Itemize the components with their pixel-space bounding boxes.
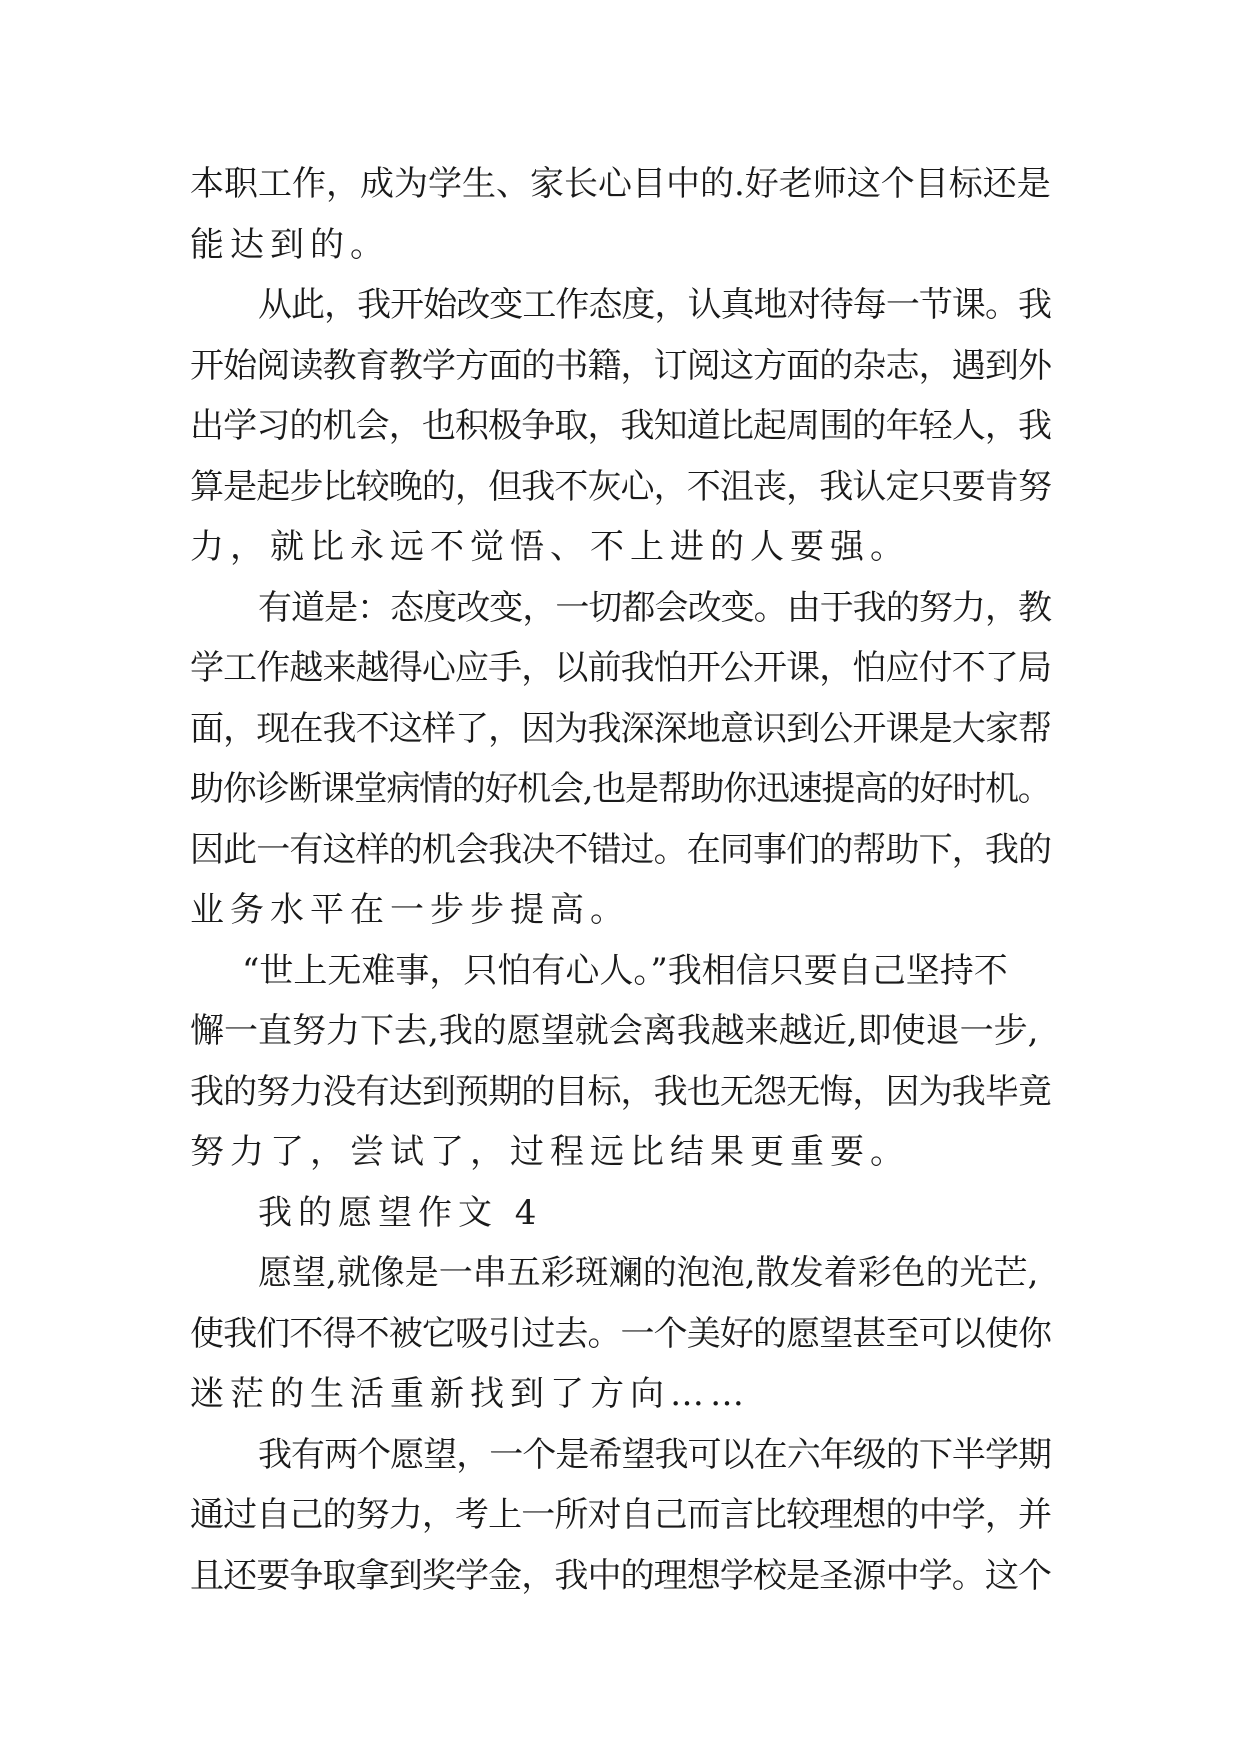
text-line: 有道是：态度改变，一切都会改变。由于我的努力，教 bbox=[258, 587, 1052, 628]
text-line: 从此，我开始改变工作态度，认真地对待每一节课。我 bbox=[258, 285, 1052, 325]
text-line: 面，现在我不这样了，因为我深深地意识到公开课是大家帮 bbox=[190, 708, 1052, 749]
text-line: 本职工作，成为学生、家长心目中的.好老师这个目标还是 bbox=[190, 164, 1051, 204]
paragraph bbox=[190, 1243, 1052, 1425]
text-line: 因此一有这样的机会我决不错过。在同事们的帮助下，我的 bbox=[190, 829, 1052, 870]
text-line: 能达到的。 bbox=[190, 224, 390, 265]
text-line: 努力了，尝试了，过程远比结果更重要。 bbox=[190, 1132, 910, 1172]
text-line: “世上无难事，只怕有心人。”我相信只要自己坚持不 bbox=[242, 950, 1008, 991]
paragraph bbox=[190, 154, 1052, 275]
text-line: 出学习的机会，也积极争取，我知道比起周围的年轻人，我 bbox=[190, 406, 1052, 446]
text-line: 我的努力没有达到预期的目标，我也无怨无悔，因为我毕竟 bbox=[190, 1071, 1052, 1112]
text-line: 使我们不得不被它吸引过去。一个美好的愿望甚至可以使你 bbox=[190, 1313, 1052, 1354]
text-column bbox=[190, 154, 1052, 1606]
text-line: 愿望,就像是一串五彩斑斓的泡泡,散发着彩色的光芒, bbox=[258, 1253, 1039, 1293]
text-line: 力，就比永远不觉悟、不上进的人要强。 bbox=[190, 527, 910, 567]
paragraph bbox=[190, 1425, 1052, 1607]
text-line: 通过自己的努力，考上一所对自己而言比较理想的中学，并 bbox=[190, 1495, 1052, 1535]
paragraph bbox=[190, 941, 1052, 1183]
section-heading bbox=[190, 1183, 1052, 1244]
text-line: 业务水平在一步步提高。 bbox=[190, 890, 630, 930]
text-line: 学工作越来越得心应手，以前我怕开公开课，怕应付不了局 bbox=[190, 648, 1052, 688]
text-line: 懈一直努力下去,我的愿望就会离我越来越近,即使退一步, bbox=[190, 1011, 1039, 1051]
text-line: 迷茫的生活重新找到了方向…… bbox=[190, 1374, 750, 1414]
text-line: 算是起步比较晚的，但我不灰心，不沮丧，我认定只要肯努 bbox=[190, 466, 1052, 507]
text-line: 我有两个愿望，一个是希望我可以在六年级的下半学期 bbox=[258, 1434, 1052, 1475]
text-line: 开始阅读教育教学方面的书籍，订阅这方面的杂志，遇到外 bbox=[190, 345, 1052, 386]
paragraph bbox=[190, 578, 1052, 941]
paragraph bbox=[190, 275, 1052, 578]
text-line: 且还要争取拿到奖学金，我中的理想学校是圣源中学。这个 bbox=[190, 1555, 1052, 1596]
text-line: 我的愿望作文 4 bbox=[258, 1192, 543, 1233]
text-line: 助你诊断课堂病情的好机会,也是帮助你迅速提高的好时机。 bbox=[190, 769, 1051, 809]
